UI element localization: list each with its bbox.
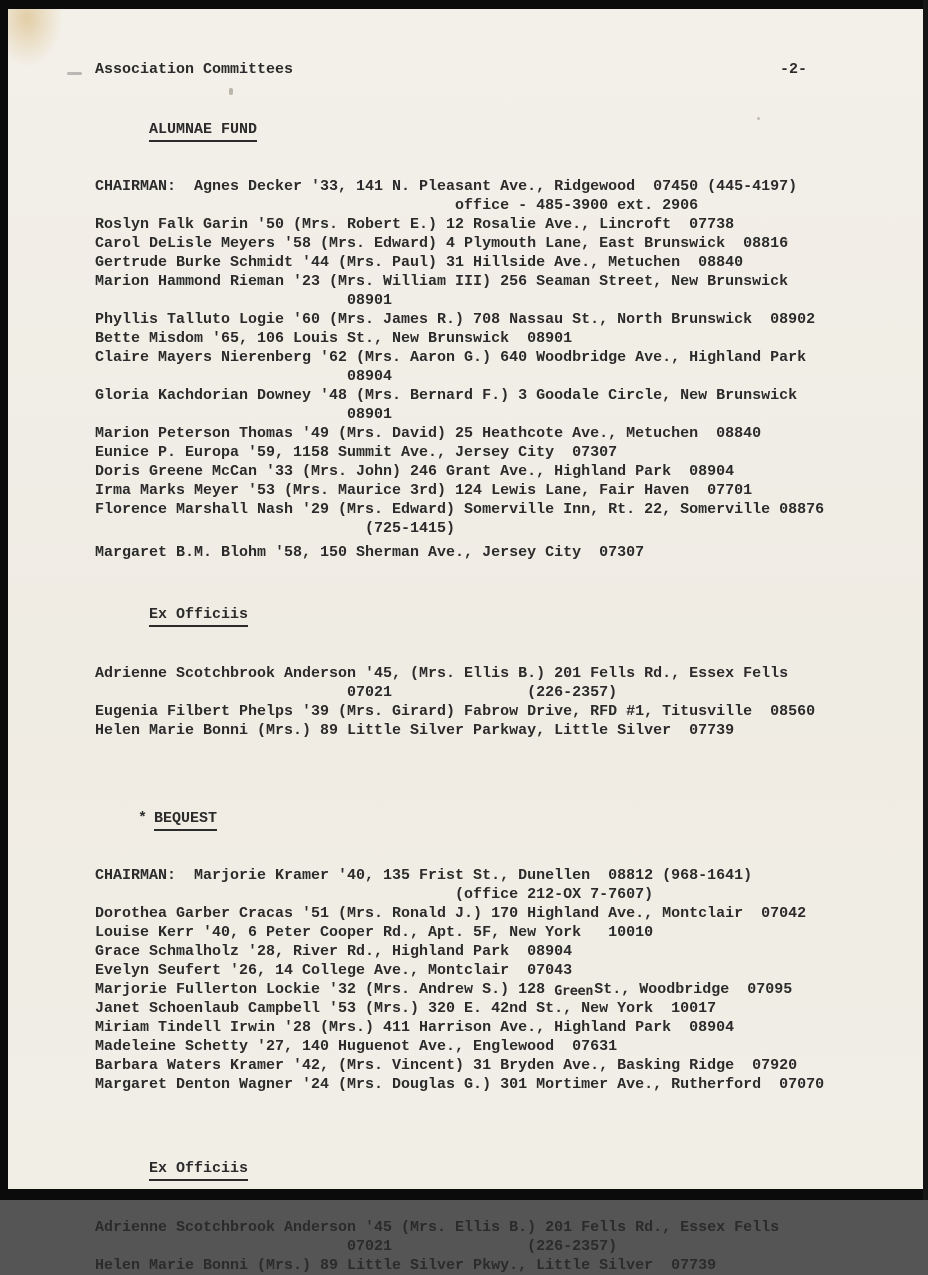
- directory-line: Gertrude Burke Schmidt '44 (Mrs. Paul) 31 Hillside Ave., Metuchen 08840: [95, 254, 744, 271]
- directory-line: (725-1415): [95, 520, 456, 537]
- directory-line: Irma Marks Meyer '53 (Mrs. Maurice 3rd) 124 Lewis Lane, Fair Haven 07701: [95, 482, 753, 499]
- page-number: -2-: [779, 61, 807, 78]
- directory-line: Marion Peterson Thomas '49 (Mrs. David) 25 Heathcote Ave., Metuchen 08840: [95, 425, 762, 442]
- lockie-line-pre: Marjorie Fullerton Lockie '32 (Mrs. Andrew S.) 128: [95, 981, 555, 998]
- directory-line: Carol DeLisle Meyers '58 (Mrs. Edward) 4 Plymouth Lane, East Brunswick 08816: [95, 235, 789, 252]
- document-content: [95, 60, 835, 1275]
- section-title: Ex Officiis: [149, 1159, 248, 1181]
- directory-line: Eugenia Filbert Phelps '39 (Mrs. Girard) Fabrow Drive, RFD #1, Titusville 08560: [95, 703, 816, 720]
- directory-line: 07021 (226-2357): [95, 684, 618, 701]
- scan-border-bottom: [0, 1189, 928, 1200]
- scan-artifact: [67, 72, 82, 75]
- directory-line: Margaret Denton Wagner '24 (Mrs. Douglas G.) 301 Mortimer Ave., Rutherford 07070: [95, 1076, 825, 1093]
- directory-line: Louise Kerr '40, 6 Peter Cooper Rd., Apt. 5F, New York 10010: [95, 924, 654, 941]
- directory-line: 07021 (226-2357): [95, 1238, 618, 1255]
- directory-line: CHAIRMAN: Agnes Decker '33, 141 N. Pleasant Ave., Ridgewood 07450 (445-4197): [95, 178, 798, 195]
- directory-line: Gloria Kachdorian Downey '48 (Mrs. Bernard F.) 3 Goodale Circle, New Brunswick: [95, 387, 798, 404]
- scan-border-right: [923, 0, 928, 1200]
- directory-line: Bette Misdom '65, 106 Louis St., New Brunswick 08901: [95, 330, 573, 347]
- directory-line: Evelyn Seufert '26, 14 College Ave., Montclair 07043: [95, 962, 573, 979]
- directory-line: 08901: [95, 406, 393, 423]
- directory-line: Helen Marie Bonni (Mrs.) 89 Little Silver Pkwy., Little Silver 07739: [95, 1257, 717, 1274]
- section-title: BEQUEST: [154, 809, 217, 831]
- lockie-inserted-word: Green: [554, 983, 594, 999]
- directory-line: Helen Marie Bonni (Mrs.) 89 Little Silver Parkway, Little Silver 07739: [95, 722, 735, 739]
- directory-line: Doris Greene McCan '33 (Mrs. John) 246 Grant Ave., Highland Park 08904: [95, 463, 735, 480]
- directory-line: Eunice P. Europa '59, 1158 Summit Ave., Jersey City 07307: [95, 444, 618, 461]
- directory-line: (office 212-OX 7-7607): [95, 886, 654, 903]
- scan-border-left: [0, 0, 8, 1200]
- directory-line: Barbara Waters Kramer '42, (Mrs. Vincent) 31 Bryden Ave., Basking Ridge 07920: [95, 1057, 798, 1074]
- section-heading-bequest: [95, 790, 835, 850]
- section-title: Ex Officiis: [149, 605, 248, 627]
- directory-line: Adrienne Scotchbrook Anderson '45 (Mrs. Ellis B.) 201 Fells Rd., Essex Fells: [95, 1219, 780, 1236]
- directory-line: 08904: [95, 368, 393, 385]
- directory-line: Madeleine Schetty '27, 140 Huguenot Ave., Englewood 07631: [95, 1038, 618, 1055]
- directory-line: Florence Marshall Nash '29 (Mrs. Edward) Somerville Inn, Rt. 22, Somerville 08876: [95, 501, 825, 518]
- directory-line: Marion Hammond Rieman '23 (Mrs. William III) 256 Seaman Street, New Brunswick: [95, 273, 789, 290]
- directory-line: Miriam Tindell Irwin '28 (Mrs.) 411 Harrison Ave., Highland Park 08904: [95, 1019, 735, 1036]
- scan-stain: [6, 0, 66, 70]
- section-heading-alumnae-fund: [95, 101, 835, 161]
- directory-line: Dorothea Garber Cracas '51 (Mrs. Ronald J.) 170 Highland Ave., Montclair 07042: [95, 905, 807, 922]
- section-title: ALUMNAE FUND: [149, 120, 257, 142]
- directory-line: 08901: [95, 292, 393, 309]
- directory-line: Janet Schoenlaub Campbell '53 (Mrs.) 320 E. 42nd St., New York 10017: [95, 1000, 717, 1017]
- directory-line: Margaret B.M. Blohm '58, 150 Sherman Ave., Jersey City 07307: [95, 544, 645, 561]
- directory-line: Roslyn Falk Garin '50 (Mrs. Robert E.) 12 Rosalie Ave., Lincroft 07738: [95, 216, 735, 233]
- directory-line: Adrienne Scotchbrook Anderson '45, (Mrs. Ellis B.) 201 Fells Rd., Essex Fells: [95, 665, 789, 682]
- document-header: [95, 60, 807, 79]
- lockie-line-post: St., Woodbridge 07095: [594, 981, 793, 998]
- directory-line: Phyllis Talluto Logie '60 (Mrs. James R.) 708 Nassau St., North Brunswick 08902: [95, 311, 816, 328]
- document-title: Association Committees: [95, 61, 294, 78]
- directory-line: CHAIRMAN: Marjorie Kramer '40, 135 Frist St., Dunellen 08812 (968-1641): [95, 867, 753, 884]
- scan-border-top: [0, 0, 928, 9]
- bequest-asterisk-marker: *: [138, 810, 148, 827]
- directory-line-lockie: [95, 980, 835, 999]
- directory-line: office - 485-3900 ext. 2906: [95, 197, 699, 214]
- section-heading-ex-officiis-1: [95, 586, 835, 646]
- directory-line: Grace Schmalholz '28, River Rd., Highland Park 08904: [95, 943, 573, 960]
- directory-line: Claire Mayers Nierenberg '62 (Mrs. Aaron G.) 640 Woodbridge Ave., Highland Park: [95, 349, 807, 366]
